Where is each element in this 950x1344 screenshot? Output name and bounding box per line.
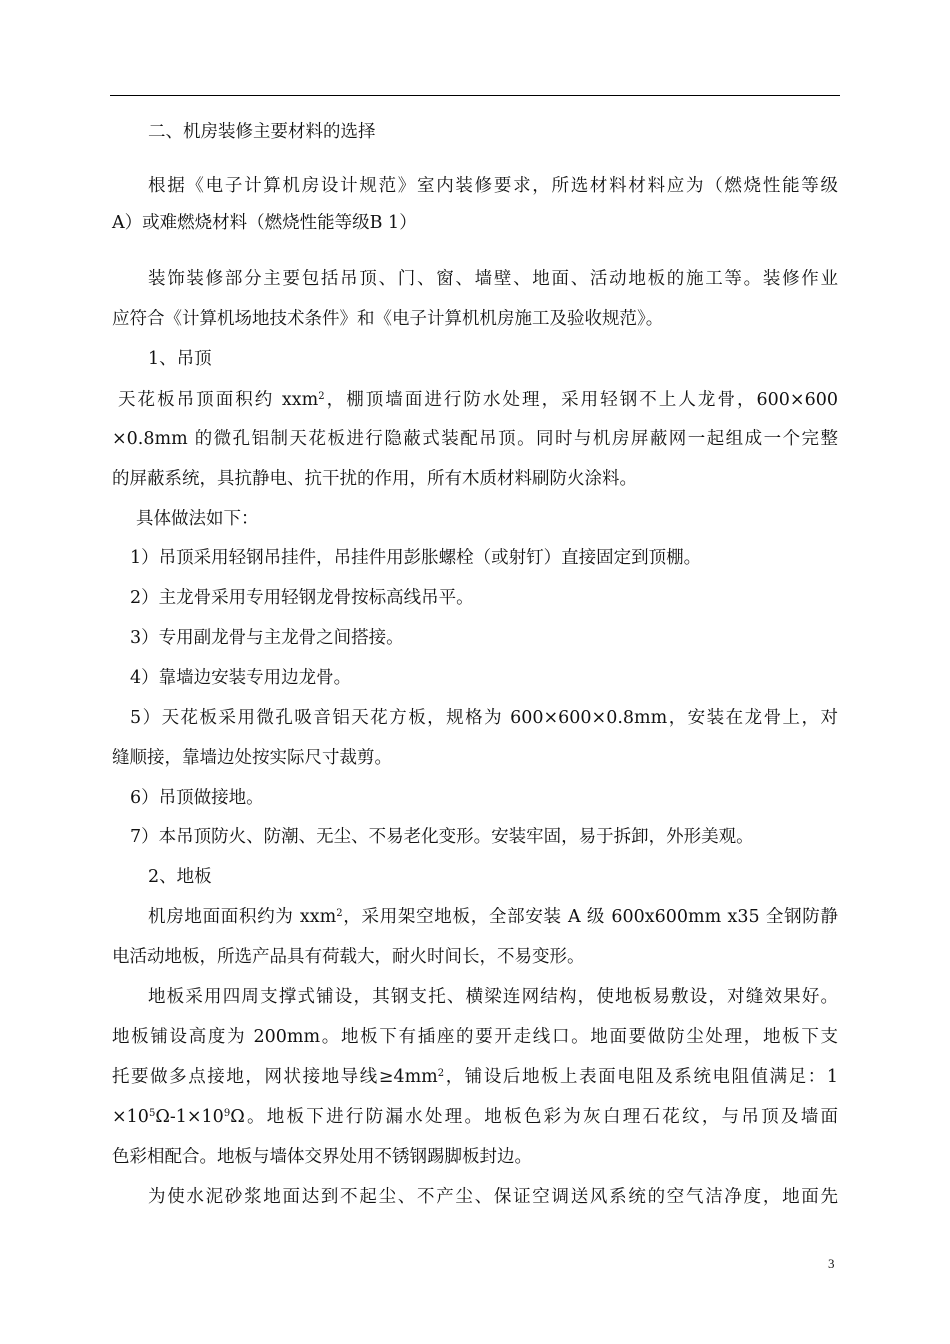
subheading: 2、地板 — [148, 867, 212, 887]
list-item: 1）吊顶采用轻钢吊挂件，吊挂件用彭胀螺栓（或射钉）直接固定到顶棚。 — [130, 548, 702, 568]
paragraph-line: 的屏蔽系统，具抗静电、抗干扰的作用，所有木质材料刷防火涂料。 — [112, 469, 637, 489]
paragraph-line: $\times 10^5\Omega-1\times 10^9\Omega$。地板下进行防漏水处理。地板色彩为灰白理石花纹，与吊顶及墙面 — [112, 1107, 838, 1127]
paragraph-line: 装饰装修部分主要包括吊顶、门、窗、墙壁、地面、活动地板的施工等。装修作业 — [148, 269, 838, 289]
list-item: 2）主龙骨采用专用轻钢龙骨按标高线吊平。 — [130, 588, 474, 608]
paragraph-line: 地板铺设高度为 200mm。地板下有插座的要开走线口。地面要做防尘处理，地板下支 — [112, 1027, 838, 1047]
paragraph-line: 地板采用四周支撑式铺设，其钢支托、横梁连网结构，使地板易敷设，对缝效果好。 — [148, 987, 838, 1007]
list-item: 缝顺接，靠墙边处按实际尺寸裁剪。 — [112, 748, 392, 768]
subheading: 1、吊顶 — [148, 349, 212, 369]
section-heading: 二、机房装修主要材料的选择 — [148, 122, 376, 142]
paragraph-line: ×0.8mm 的微孔铝制天花板进行隐蔽式装配吊顶。同时与机房屏蔽网一起组成一个完整 — [112, 429, 838, 449]
paragraph-line: 根据《电子计算机房设计规范》室内装修要求，所选材料材料应为（燃烧性能等级 — [148, 176, 838, 196]
paragraph-line: 机房地面面积约为 xxm$^2$，采用架空地板，全部安装 A 级 600x600mm x35 全钢防静 — [148, 907, 838, 927]
paragraph-line: 天花板吊顶面积约 xxm$^2$，棚顶墙面进行防水处理，采用轻钢不上人龙骨，600×600 — [118, 390, 838, 410]
list-item: 3）专用副龙骨与主龙骨之间搭接。 — [130, 628, 404, 648]
paragraph-line: A）或难燃烧材料（燃烧性能等级B 1） — [112, 213, 417, 233]
list-item: 7）本吊顶防火、防潮、无尘、不易老化变形。安装牢固，易于拆卸，外形美观。 — [130, 827, 754, 847]
paragraph-line: 托要做多点接地，网状接地导线$\ge 4mm^2$，铺设后地板上表面电阻及系统电阻值满足：1 — [112, 1067, 838, 1087]
list-item: 5）天花板采用微孔吸音铝天花方板，规格为 600×600×0.8mm，安装在龙骨上，对 — [130, 708, 838, 728]
paragraph-line: 为使水泥砂浆地面达到不起尘、不产尘、保证空调送风系统的空气洁净度，地面先 — [148, 1187, 838, 1207]
paragraph-line: 色彩相配合。地板与墙体交界处用不锈钢踢脚板封边。 — [112, 1147, 532, 1167]
paragraph-line: 应符合《计算机场地技术条件》和《电子计算机机房施工及验收规范》。 — [112, 309, 664, 329]
page-number: 3 — [828, 1256, 835, 1271]
paragraph-line: 具体做法如下： — [136, 509, 259, 529]
list-item: 4）靠墙边安装专用边龙骨。 — [130, 668, 352, 688]
list-item: 6）吊顶做接地。 — [130, 788, 264, 808]
header-rule — [110, 95, 840, 96]
paragraph-line: 电活动地板，所选产品具有荷载大，耐火时间长，不易变形。 — [112, 947, 585, 967]
